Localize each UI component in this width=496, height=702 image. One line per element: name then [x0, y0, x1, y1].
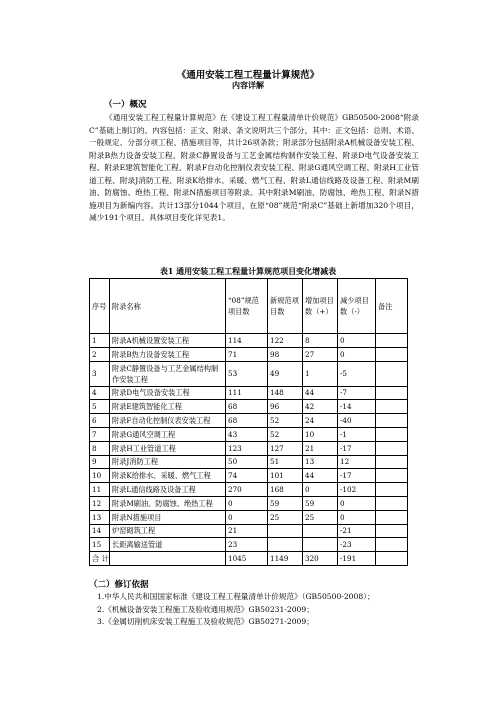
section-heading-basis: （二）修订依据 [89, 580, 149, 590]
cell-no: 12 [90, 496, 110, 510]
cell-no: 7 [90, 427, 110, 441]
cell-old: 23 [226, 538, 268, 552]
cell-add: 0 [303, 483, 338, 497]
table-caption: 表1 通用安装工程工程量计算规范项目变化增减表 [159, 266, 337, 276]
header-note: 备注 [376, 279, 408, 334]
cell-name: 附录A机械设置安装工程 [110, 334, 226, 348]
table-row [90, 552, 408, 566]
cell-add: 44 [303, 469, 338, 483]
table-row [90, 483, 408, 497]
cell-sub: -40 [338, 414, 376, 428]
cell-add: 27 [303, 347, 338, 361]
cell-new: 127 [268, 441, 303, 455]
cell-add: 24 [303, 414, 338, 428]
cell-no: 合 计 [90, 552, 110, 566]
cell-add: 44 [303, 386, 338, 400]
cell-name: 炉窑砌筑工程 [110, 524, 226, 538]
cell-name: 附录C静置设备与工艺金属结构制作安装工程 [110, 361, 226, 386]
cell-no: 10 [90, 469, 110, 483]
cell-name: 附录N措施项目 [110, 510, 226, 524]
cell-add [303, 538, 338, 552]
header-no: 序号 [90, 279, 110, 334]
cell-old: 53 [226, 361, 268, 386]
table-row [90, 400, 408, 414]
cell-sub: 0 [338, 334, 376, 348]
cell-old: 21 [226, 524, 268, 538]
cell-note [376, 347, 408, 361]
cell-sub: -17 [338, 441, 376, 455]
cell-old: 71 [226, 347, 268, 361]
cell-sub: -14 [338, 400, 376, 414]
cell-name: 附录D电气设备安装工程 [110, 386, 226, 400]
cell-sub: -21 [338, 524, 376, 538]
cell-old: 68 [226, 400, 268, 414]
cell-add: 13 [303, 455, 338, 469]
basis-item: 3.《金属切削机床安装工程施工及验收规范》GB50271-2009； [97, 617, 314, 626]
cell-add: 25 [303, 510, 338, 524]
cell-new: 59 [268, 496, 303, 510]
cell-new: 148 [268, 386, 303, 400]
cell-sub: 0 [338, 496, 376, 510]
cell-no: 13 [90, 510, 110, 524]
table-row [90, 347, 408, 361]
cell-note [376, 427, 408, 441]
basis-item: 1.中华人民共和国国家标准《建设工程工程量清单计价规范》（GB50500-2008）； [97, 592, 375, 601]
cell-name: 附录G通风空调工程 [110, 427, 226, 441]
cell-old: 0 [226, 510, 268, 524]
cell-new: 168 [268, 483, 303, 497]
cell-note [376, 524, 408, 538]
cell-name: 附录K给排水、采暖、燃气工程 [110, 469, 226, 483]
overview-paragraph [89, 112, 419, 225]
cell-note [376, 510, 408, 524]
cell-sub: -1 [338, 427, 376, 441]
cell-note [376, 386, 408, 400]
cell-no: 1 [90, 334, 110, 348]
cell-name: 附录F自动化控制仪表安装工程 [110, 414, 226, 428]
cell-sub: -5 [338, 361, 376, 386]
cell-old: 1045 [226, 552, 268, 566]
cell-note [376, 361, 408, 386]
table-row [90, 510, 408, 524]
cell-new: 98 [268, 347, 303, 361]
cell-no: 9 [90, 455, 110, 469]
cell-old: 114 [226, 334, 268, 348]
cell-new: 96 [268, 400, 303, 414]
cell-new [268, 538, 303, 552]
table-row [90, 496, 408, 510]
table-row [90, 427, 408, 441]
cell-sub: -102 [338, 483, 376, 497]
table-row [90, 386, 408, 400]
cell-new [268, 524, 303, 538]
header-reduced: 减少项目数（-） [338, 279, 376, 334]
cell-old: 43 [226, 427, 268, 441]
cell-no: 6 [90, 414, 110, 428]
cell-no: 8 [90, 441, 110, 455]
document-title: 《通用安装工程工程量计算规范》 [176, 70, 320, 81]
cell-sub: 12 [338, 455, 376, 469]
document-subtitle: 内容详解 [232, 80, 264, 90]
cell-new: 52 [268, 414, 303, 428]
cell-name: 长距离输送管道 [110, 538, 226, 552]
header-new-count: 新规范项目数 [268, 279, 303, 334]
cell-new: 25 [268, 510, 303, 524]
project-change-table [89, 278, 408, 566]
cell-add: 42 [303, 400, 338, 414]
table-header-row [90, 279, 408, 334]
cell-new: 51 [268, 455, 303, 469]
cell-name: 附录L通信线路及设备工程 [110, 483, 226, 497]
cell-name: 附录J消防工程 [110, 455, 226, 469]
cell-note [376, 483, 408, 497]
cell-sub: -191 [338, 552, 376, 566]
cell-note [376, 496, 408, 510]
cell-name: 附录B热力设备安装工程 [110, 347, 226, 361]
cell-note [376, 469, 408, 483]
cell-name: 附录E建筑智能化工程 [110, 400, 226, 414]
cell-new: 1149 [268, 552, 303, 566]
cell-sub: -17 [338, 469, 376, 483]
table-row [90, 538, 408, 552]
cell-new: 49 [268, 361, 303, 386]
cell-note [376, 334, 408, 348]
cell-no: 11 [90, 483, 110, 497]
cell-note [376, 455, 408, 469]
cell-name [110, 552, 226, 566]
cell-add: 10 [303, 427, 338, 441]
cell-no: 5 [90, 400, 110, 414]
cell-no: 4 [90, 386, 110, 400]
cell-old: 111 [226, 386, 268, 400]
cell-add: 59 [303, 496, 338, 510]
cell-sub: 0 [338, 510, 376, 524]
cell-old: 123 [226, 441, 268, 455]
cell-sub: -7 [338, 386, 376, 400]
cell-add: 320 [303, 552, 338, 566]
basis-item: 2.《机械设备安装工程施工及验收通用规范》GB50231-2009； [97, 604, 314, 614]
table-row [90, 469, 408, 483]
cell-old: 68 [226, 414, 268, 428]
cell-note [376, 441, 408, 455]
header-name: 附录名称 [110, 279, 226, 334]
cell-sub: -23 [338, 538, 376, 552]
cell-note [376, 538, 408, 552]
cell-add: 1 [303, 361, 338, 386]
cell-old: 0 [226, 496, 268, 510]
cell-no: 2 [90, 347, 110, 361]
overview-text: 《通用安装工程工程量计算规范》在《建设工程工程量清单计价规范》GB50500-2008“附录C”基础上制订的。内容包括：正文、附录、条文说明共三个部分，其中：正文包括：总则、术语、一般规定、分部分项工程、措施项目等，共计26项条款；附录部分包括附录A机械设备安装工程、附录B热力设备安装工程、附录C静置设备与工艺金属结构制作安装工程、附录D电气设备安装工程、附录E建筑智能化工程、附录F自动化控制仪表安装工程、附录G通风空调工程、附录H工业管道工程、附录J消防工程、附录K给排水、采暖、燃气工程、附录L通信线路及设备工程、附录M刷油、防腐蚀、绝热工程、附录N措施项目等附录。其中附录M刷油、防腐蚀、绝热工程、附录N措施项目为新编内容。共计13部分1044个项目，在原“08”规范“附录C”基础上新增加320个项目，减少191个项目。具体项目变化详见表1。 [89, 113, 419, 222]
cell-old: 74 [226, 469, 268, 483]
cell-sub: 0 [338, 347, 376, 361]
header-added: 增加项目数（+） [303, 279, 338, 334]
table-row [90, 334, 408, 348]
cell-old: 270 [226, 483, 268, 497]
cell-add [303, 524, 338, 538]
cell-name: 附录M刷油、防腐蚀、绝热工程 [110, 496, 226, 510]
cell-no: 3 [90, 361, 110, 386]
header-old-count: “08”规范项目数 [226, 279, 268, 334]
table-row [90, 455, 408, 469]
table-row [90, 524, 408, 538]
table-row [90, 414, 408, 428]
cell-new: 101 [268, 469, 303, 483]
cell-add: 8 [303, 334, 338, 348]
section-heading-overview: （一）概况 [104, 100, 147, 110]
cell-no: 14 [90, 524, 110, 538]
cell-note [376, 400, 408, 414]
cell-add: 21 [303, 441, 338, 455]
cell-new: 52 [268, 427, 303, 441]
cell-note [376, 414, 408, 428]
cell-no: 15 [90, 538, 110, 552]
table-row [90, 441, 408, 455]
cell-new: 122 [268, 334, 303, 348]
basis-list [89, 591, 429, 629]
table-row [90, 361, 408, 386]
cell-name: 附录H工业管道工程 [110, 441, 226, 455]
cell-old: 50 [226, 455, 268, 469]
cell-note [376, 552, 408, 566]
